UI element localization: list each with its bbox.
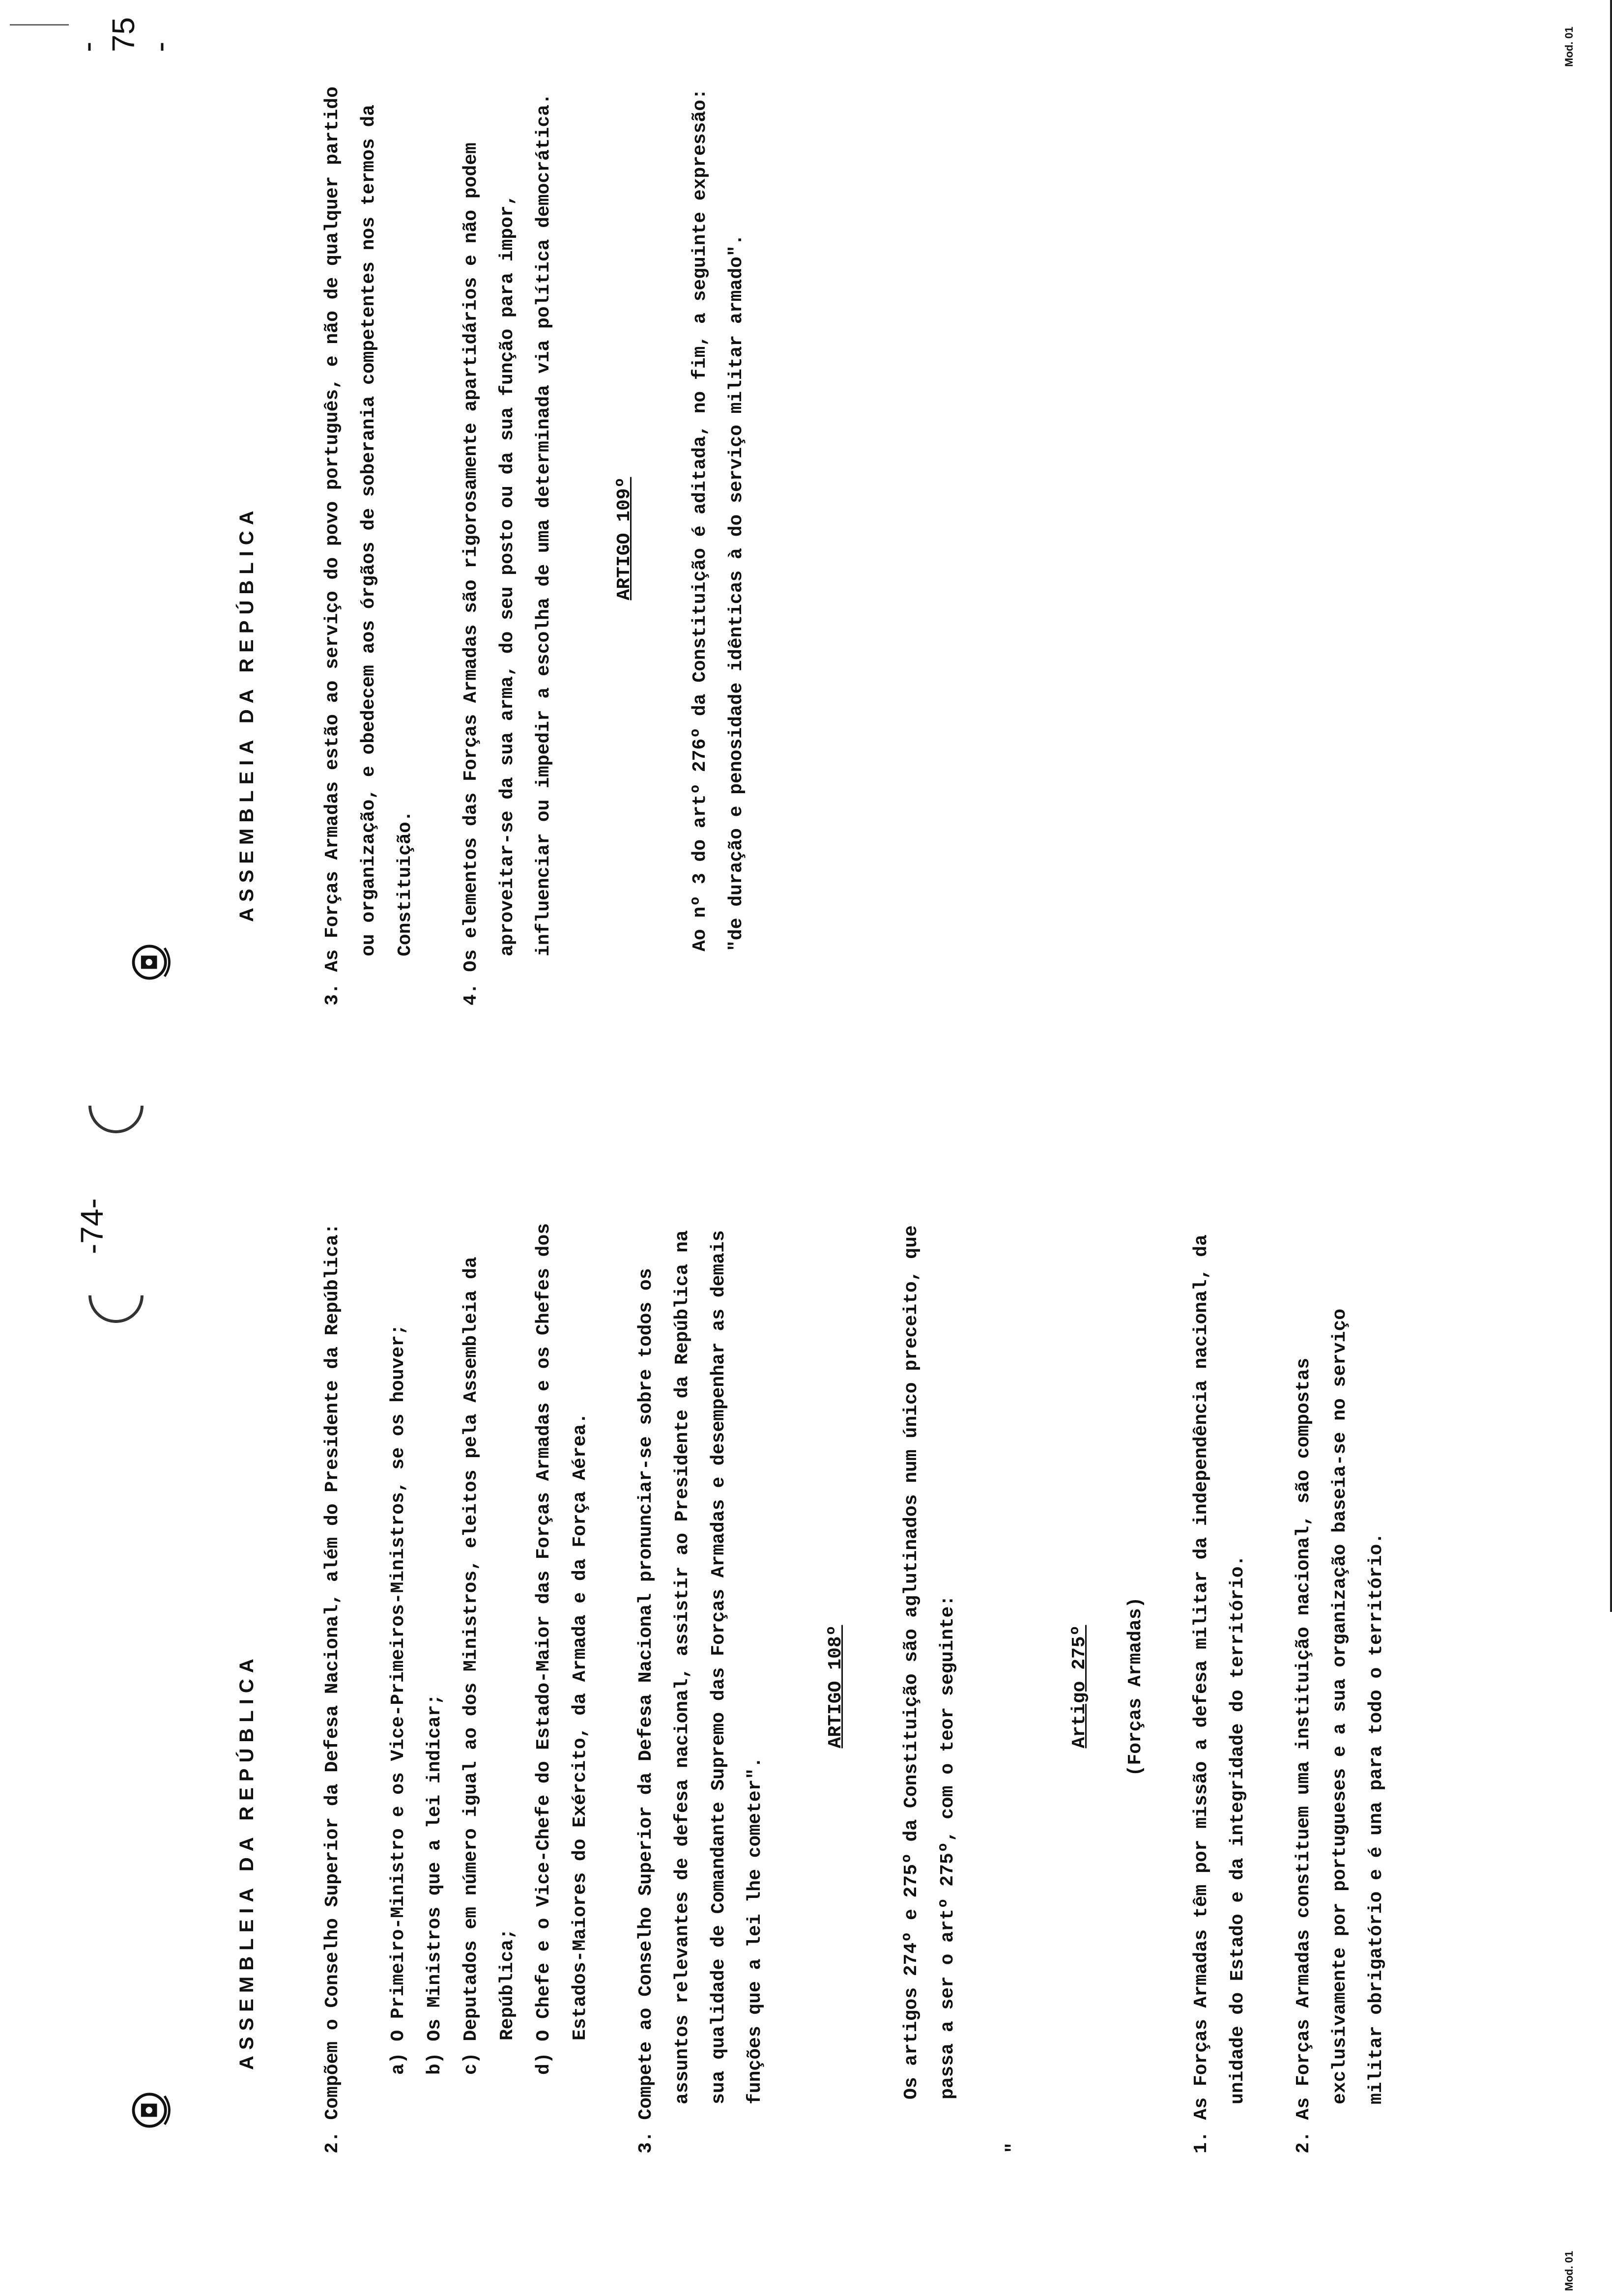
item-2: 2. Compõem o Conselho Superior da Defesa Nacional, além do Presidente da República: xyxy=(322,1223,343,2153)
subitem-d: d) O Chefe e o Vice-Chefe do Estado-Maior das Forças Armadas e os Chefes dos Estados-Maiores do Exército, da Armada e da Força Aérea. xyxy=(533,1223,591,2075)
article-275-title: Artigo 275º xyxy=(1069,1625,1090,1749)
article-275-subtitle: (Forças Armadas) xyxy=(1125,1597,1146,1777)
subitem-list xyxy=(380,1220,599,2153)
hole-punch-mark xyxy=(77,1067,155,1145)
item-3: 3. As Forças Armadas estão ao serviço do povo português, e não de qualquer partido ou organização, e obedecem aos órgãos de soberania competentes nos termos da Constituição. xyxy=(322,86,416,1005)
coat-of-arms-icon xyxy=(128,939,175,986)
opening-quote: " xyxy=(1003,2142,1024,2153)
article-109-text: Ao nº 3 do artº 276º da Constituição é aditada, no fim, a seguinte expressão: "de duração e penosidade idênticas à do serviço militar armado". xyxy=(690,88,747,951)
page-number: - 75 - xyxy=(69,17,177,52)
document-body xyxy=(315,72,784,1005)
institution-name: ASSEMBLEIA DA REPÚBLICA xyxy=(236,1653,258,2070)
scan-edge-mark xyxy=(10,24,69,26)
page-header xyxy=(74,1298,258,2134)
form-code: Mod. 01 xyxy=(1563,2251,1575,2291)
coat-of-arms-icon xyxy=(128,2087,175,2134)
item-3: 3. Compete ao Conselho Superior da Defesa Nacional pronunciar-se sobre todos os assuntos relevantes de defesa nacional, assistir ao Presidente da República na sua qualidade de Comandante Supremo das Forças Armadas e desempenhar as demais funções que a lei lhe cometer". xyxy=(635,1230,766,2153)
document-body xyxy=(315,1220,1424,2153)
subitem-b: b) Os Ministros que a lei indicar; xyxy=(424,1693,445,2075)
page-number: -74- xyxy=(74,1198,110,1254)
institution-name: ASSEMBLEIA DA REPÚBLICA xyxy=(236,505,258,922)
page-header xyxy=(74,150,258,986)
forcas-item-2: 2. As Forças Armadas constituem uma instituição nacional, são compostas exclusivamente por portugueses e a sua organização baseia-se no serviço militar obrigatório e é una para todo o território. xyxy=(1293,1308,1387,2153)
article-108-title: ARTIGO 108º xyxy=(825,1625,846,1749)
subitem-a: a) O Primeiro-Ministro e os Vice-Primeiros-Ministros, se os houver; xyxy=(388,1324,409,2075)
form-code: Mod. 01 xyxy=(1563,27,1575,67)
page-74 xyxy=(0,1148,1612,2296)
article-109-title: ARTIGO 109º xyxy=(614,477,635,601)
scan-border-line xyxy=(1610,0,1612,1612)
subitem-c: c) Deputados em número igual ao dos Ministros, eleitos pela Assembleia da República; xyxy=(461,1257,518,2075)
forcas-item-1: 1. As Forças Armadas têm por missão a defesa militar da independência nacional, da unidade do Estado e da integridade do território. xyxy=(1191,1234,1248,2153)
article-108-intro: Os artigos 274º e 275º da Constituição são aglutinados num único preceito, que passa a ser o artº 275º, com o teor seguinte: xyxy=(901,1225,958,2099)
item-4: 4. Os elementos das Forças Armadas são rigorosamente apartidários e não podem aproveitar-se da sua arma, do seu posto ou da sua função para impor, influenciar ou impedir a escolha de uma determinada via política democrática. xyxy=(461,93,554,1005)
